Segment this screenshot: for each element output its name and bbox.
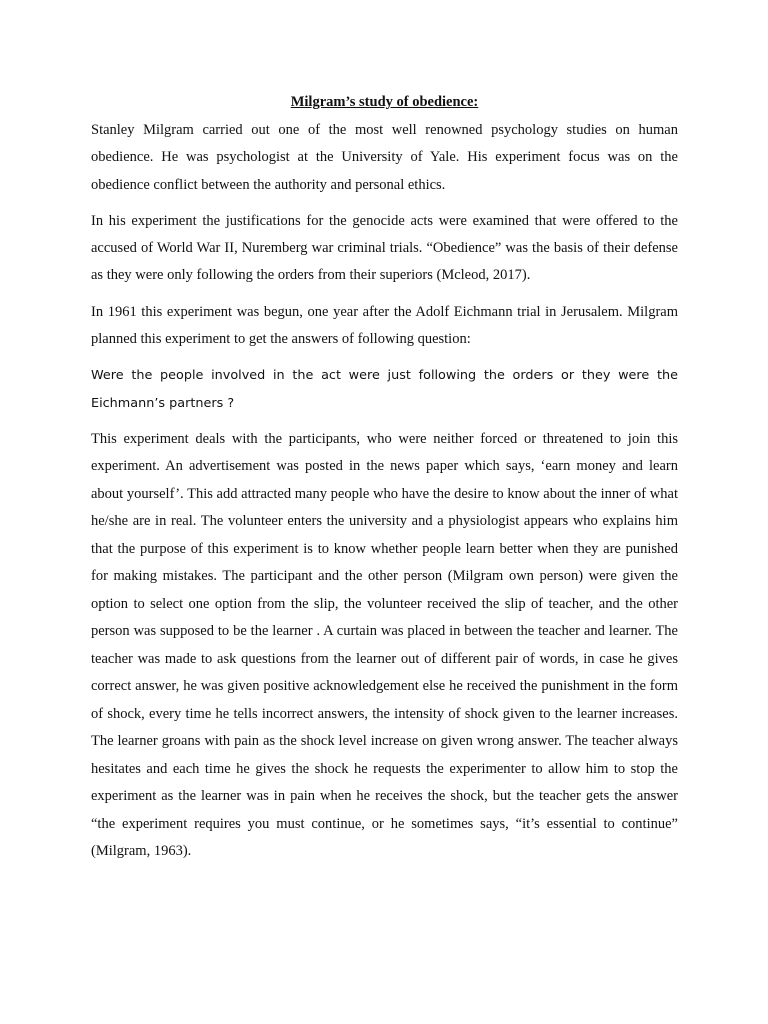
paragraph-justifications: In his experiment the justifications for the genocide acts were examined that were offered to the accused of World War II, Nuremberg war criminal trials. “Obedience” was the basis of their defense as they were only following the orders from their superiors (Mcleod, 2017). bbox=[91, 212, 678, 284]
paragraph-intro: Stanley Milgram carried out one of the most well renowned psychology studies on human obedience. He was psychologist at the University of Yale. His experiment focus was on the obedience conflict between the authority and personal ethics. bbox=[91, 122, 678, 193]
paragraph-1961: In 1961 this experiment was begun, one year after the Adolf Eichmann trial in Jerusalem. Milgram planned this experiment to get the answers of following question: bbox=[91, 303, 678, 348]
document-title: Milgram’s study of obedience: bbox=[290, 94, 479, 110]
paragraph-experiment-description: This experiment deals with the participants, who were neither forced or threatened to join this experiment. An advertisement was posted in the news paper which says, ‘earn money and learn about yourself’. This add attracted many people who have the desire to know about the inner of what he/she are in real. The volunteer enters the university and a physiologist appears who explains him that the purpose of this experiment is to know whether people learn better when they are punished for making mistakes. The participant and the other person (Milgram own person) were given the option to select one option from the slip, the volunteer received the slip of teacher, and the other person was supposed to be the learner . A curtain was placed in between the teacher and learner. The teacher was made to ask questions from the learner out of different pair of words, in case he gives correct answer, he was given positive acknowledgement else he received the punishment in the form of shock, every time he tells incorrect answers, the intensity of shock given to the learner increases. The learner groans with pain as the shock level increase on given wrong answer. The teacher always hesitates and each time he gives the shock he requests the experimenter to allow him to stop the experiment as the learner was in pain when he receives the shock, but the teacher gets the answer “the experiment requires you must continue, or he sometimes says, “it’s essential to continue” (Milgram, 1963). bbox=[91, 430, 678, 860]
document-body bbox=[91, 92, 678, 875]
paragraph-question: Were the people involved in the act were just following the orders or they were the Eichmann’s partners ? bbox=[91, 368, 678, 411]
